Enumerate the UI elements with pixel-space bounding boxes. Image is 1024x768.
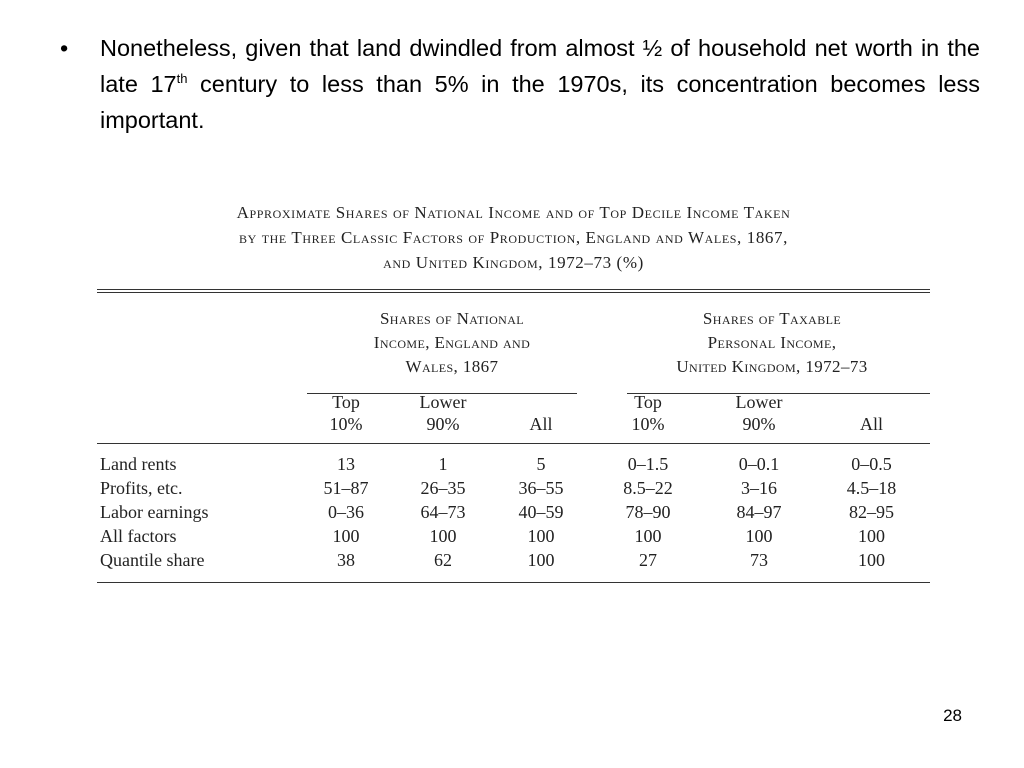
table-title: [97, 200, 930, 275]
data-table: [97, 385, 930, 572]
group-header-line: Personal Income,: [707, 333, 837, 352]
group-header-line: Wales, 1867: [405, 357, 499, 376]
table-cell: 36–55: [518, 478, 564, 498]
table-row: [97, 500, 930, 524]
table-cell: 100: [634, 526, 662, 546]
table-title-line: by the Three Classic Factors of Production, England and Wales, 1867,: [239, 228, 788, 247]
table-title-line: Approximate Shares of National Income and of Top Decile Income Taken: [236, 203, 791, 222]
table-cell: 26–35: [420, 478, 466, 498]
group-header-line: Shares of National: [379, 309, 525, 328]
row-label: Quantile share: [100, 550, 205, 570]
column-header-line: 90%: [742, 414, 776, 434]
scanned-table-figure: [97, 200, 930, 583]
group-header-england-wales: [307, 307, 597, 379]
column-header-line: All: [859, 414, 883, 434]
table-cell: 100: [745, 526, 773, 546]
table-cell: 82–95: [849, 502, 894, 522]
table-cell: 3–16: [741, 478, 777, 498]
group-header-line: Income, England and: [373, 333, 531, 352]
table-row: [97, 476, 930, 500]
table-cell: 100: [527, 550, 555, 570]
row-label: Labor earnings: [100, 502, 209, 522]
table-cell: 73: [750, 550, 768, 570]
page-number: 28: [943, 706, 962, 725]
ordinal-superscript: th: [176, 71, 188, 86]
bullet-text: [100, 30, 980, 138]
group-header-united-kingdom: [627, 307, 917, 379]
column-group-headers: [97, 293, 930, 385]
bottom-rule: [97, 582, 930, 583]
header-rule-row: [97, 444, 930, 453]
group-underline: [627, 393, 930, 394]
table-cell: 4.5–18: [846, 478, 897, 498]
group-header-line: United Kingdom, 1972–73: [676, 357, 868, 376]
table-cell: 51–87: [323, 478, 369, 498]
table-cell: 13: [337, 454, 355, 474]
column-header-line: Lower: [419, 392, 467, 412]
table-cell: 0–0.5: [851, 454, 892, 474]
table-cell: 100: [858, 526, 885, 546]
column-header-line: 90%: [426, 414, 460, 434]
row-label: All factors: [100, 526, 177, 546]
table-cell: 1: [438, 454, 448, 474]
table-row: [97, 548, 930, 572]
group-header-line: Shares of Taxable: [702, 309, 842, 328]
table-cell: 62: [434, 550, 452, 570]
bullet-text-part-1: Nonetheless, given that land dwindled from almost ½ of household net worth in the late 17: [100, 35, 980, 97]
table-cell: 38: [337, 550, 355, 570]
table-cell: 0–36: [328, 502, 364, 522]
row-label: Profits, etc.: [100, 478, 183, 498]
column-header-line: Top: [634, 392, 662, 412]
table-cell: 0–1.5: [627, 454, 669, 474]
table-cell: 27: [639, 550, 657, 570]
table-cell: 100: [858, 550, 885, 570]
header-rule: [97, 444, 930, 453]
table-cell: 64–73: [420, 502, 466, 522]
row-label-header: [97, 385, 297, 444]
table-cell: 0–0.1: [738, 454, 780, 474]
bullet-mark: •: [60, 35, 69, 61]
table-cell: 100: [429, 526, 457, 546]
table-cell: 100: [527, 526, 555, 546]
column-header-line: Top: [332, 392, 360, 412]
table-cell: 5: [536, 454, 546, 474]
bullet-point: [60, 30, 980, 138]
table-row: [97, 524, 930, 548]
table-cell: 8.5–22: [623, 478, 673, 498]
group-underline: [307, 393, 577, 394]
table-cell: 84–97: [736, 502, 782, 522]
bullet-text-part-2: century to less than 5% in the 1970s, its concentration becomes less important.: [100, 71, 980, 133]
column-header-line: Lower: [735, 392, 783, 412]
row-label: Land rents: [100, 454, 177, 474]
table-cell: 40–59: [518, 502, 564, 522]
column-header-line: All: [529, 414, 553, 434]
column-header-line: 10%: [329, 414, 363, 434]
table-cell: 100: [332, 526, 360, 546]
table-cell: 78–90: [625, 502, 671, 522]
table-title-line: and United Kingdom, 1972–73 (%): [383, 253, 644, 272]
table-row: [97, 452, 930, 476]
column-header-line: 10%: [631, 414, 665, 434]
